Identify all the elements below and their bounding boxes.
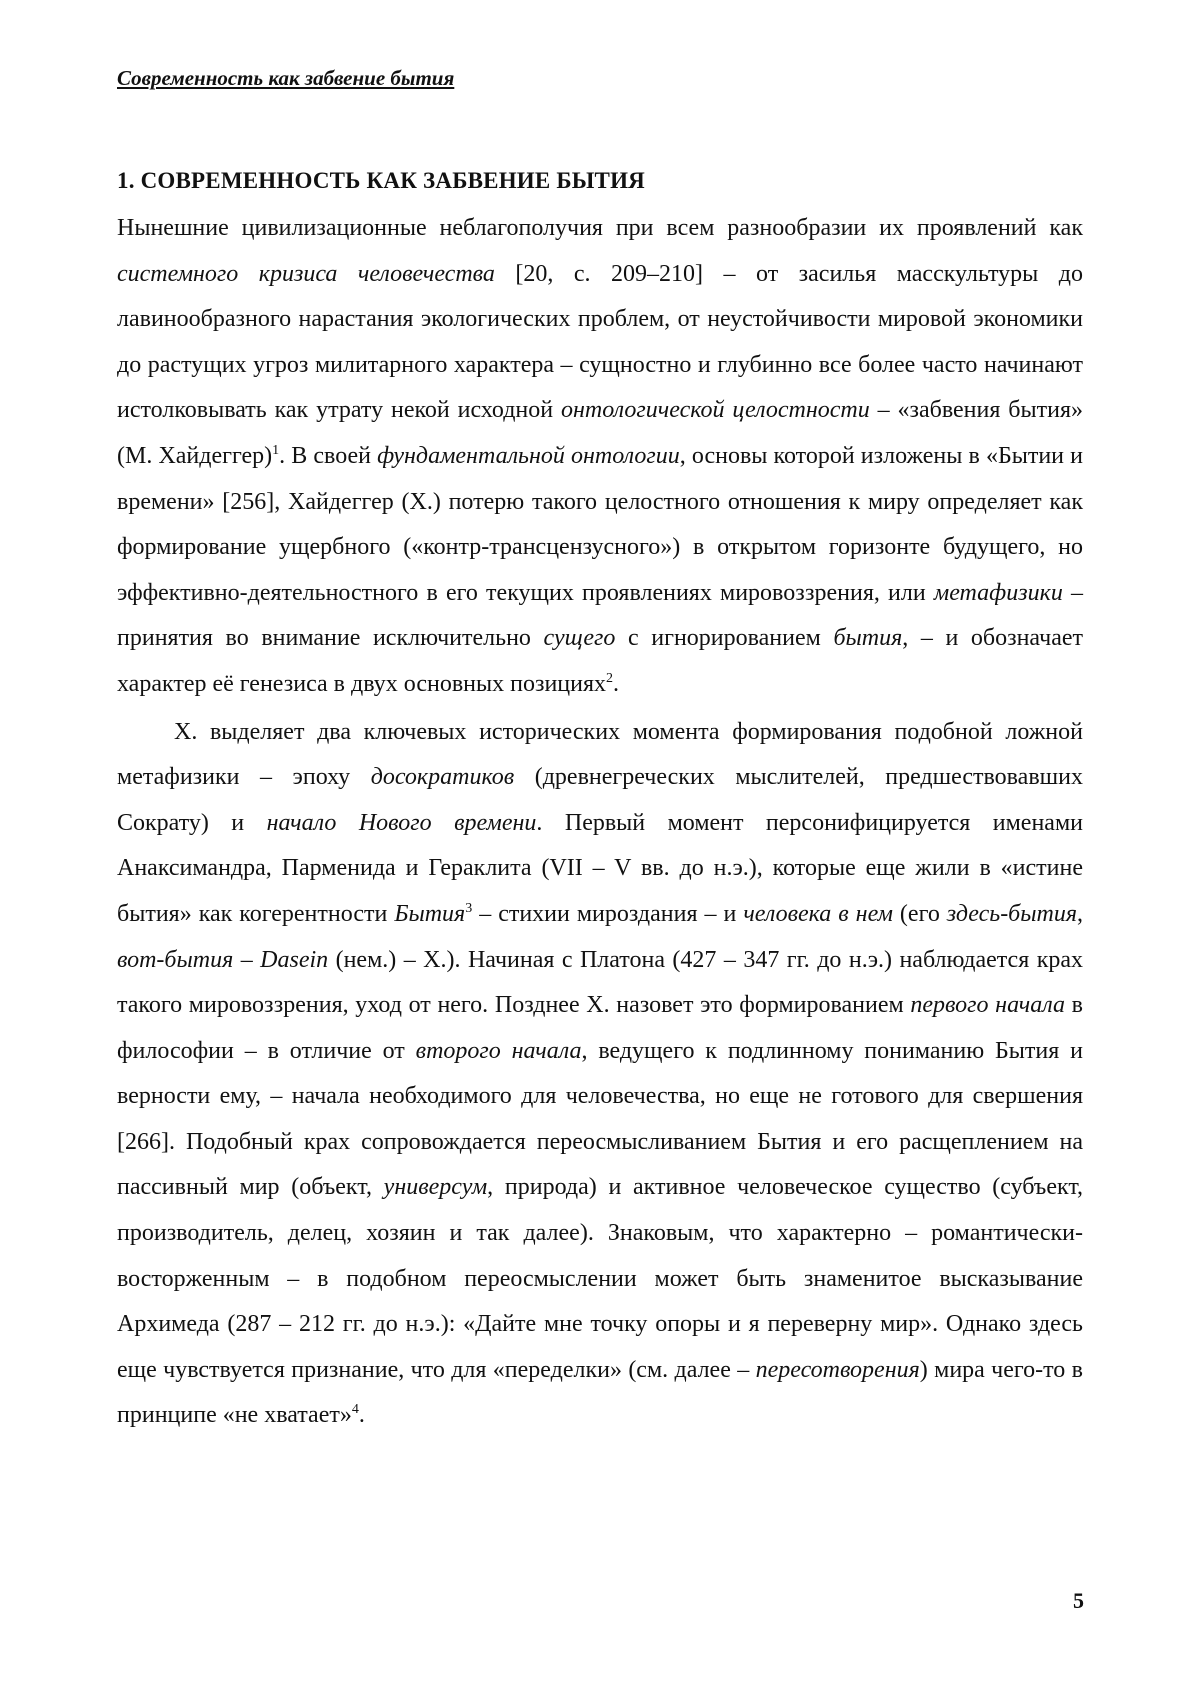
paragraph-text: . Первый момент персонифицируется име­нами Анаксимандра, Парменида и Гераклита (VII – V вв. до н.э.), которые еще жили в «истине бытия» как когерентности <box>117 810 1083 927</box>
emphasis-text: метафизики <box>934 580 1063 606</box>
paragraph-text: – стихии мироздания – и <box>472 901 743 927</box>
paragraph-text: в философии – в отличие от <box>117 992 1083 1064</box>
paragraph-text: Нынешние цивилизационные неблагополучия при всем разнообразии их проявлений как <box>117 215 1083 241</box>
emphasis-text: здесь-бытия <box>947 901 1077 927</box>
paragraph-text: . <box>359 1402 365 1428</box>
body-text <box>117 206 1083 1439</box>
footnote-marker: 4 <box>352 1402 359 1417</box>
paragraph-text: Х. выделяет два ключевых исторических момента формирования подобной лож­ной метафизики – эпоху <box>117 719 1083 791</box>
paragraph-text: ) мира чего-то в прин­ципе «не хватает» <box>117 1357 1083 1429</box>
paragraph-text: , природа) и активное человеческое существо (субъект, производитель, делец, хо­зяин и так далее). Знаковым, что характерно – романтически-восторженным – в по­добном переосмыслении может быть знаменитое высказывание Архимеда (287 – 212 гг. до н.э.): «Дайте мне точку опоры и я переверну мир». Однако здесь еще чувствует­ся признание, что для «переделки» (см. далее – <box>117 1174 1083 1382</box>
paragraph-text: [20, с. 209–210] – от засилья масскультуры до лавинообразного нарастания экологических проблем, от неустойчивости мировой экономики до растущих угроз милитарного характера – сущностно и глубинно все более часто начинают истолковывать как утрату некой исходной <box>117 261 1083 424</box>
footnote-marker: 2 <box>606 671 613 686</box>
chapter-title: 1. СОВРЕМЕННОСТЬ КАК ЗАБВЕНИЕ БЫТИЯ <box>117 168 645 194</box>
emphasis-text: вот-бытия – Dasein <box>117 947 328 973</box>
emphasis-text: системного кризиса человечества <box>117 261 495 287</box>
paragraph-text: (древнегреческих мыслителей, предшество­вавших Сократу) и <box>117 764 1083 836</box>
emphasis-text: человека в нем <box>743 901 893 927</box>
paragraph-text: – при­нятия во внимание исключительно <box>117 580 1083 652</box>
emphasis-text: универ­сум <box>384 1174 488 1200</box>
paragraph <box>117 710 1083 1440</box>
emphasis-text: фундаментальной онтоло­гии <box>377 443 680 469</box>
emphasis-text: онтологической це­лостности <box>561 397 870 423</box>
paragraph-text: (нем.) – Х.). Начиная с Платона (427 – 347 гг. до н.э.) наблюдается крах такого мировоззрения, уход от него. Позднее Х. назовет это формированием <box>117 947 1083 1019</box>
emphasis-text: Бытия <box>394 901 465 927</box>
paragraph-text: , ведуще­го к подлинному пониманию Бытия и верности ему, – начала необходимого для чело­вечества, но еще не готового для свершения [266]. Подобный крах сопровождается переосмысливанием Бытия и его расщеплением на пассивный мир (объект, <box>117 1038 1083 1201</box>
paragraph-text: , – и обозначает характер её генезиса в двух основных позициях <box>117 625 1083 697</box>
paragraph-text: , основы которой изложены в «Бытии и времени» [256], Хайдеггер (Х.) потерю такого целостного отношения к миру определяет как формирование ущербного («контр-трансцензусного») в открытом горизонте будущего, но эффективно-деятельностного в его текущих проявлениях мировоззрения, или <box>117 443 1083 606</box>
running-head: Современность как забвение бытия <box>117 66 454 91</box>
paragraph <box>117 206 1083 708</box>
emphasis-text: сущего <box>544 625 616 651</box>
footnote-marker: 1 <box>272 443 279 458</box>
emphasis-text: пересотворения <box>756 1357 920 1383</box>
paragraph-text: . В своей <box>279 443 377 469</box>
paragraph-text: с игнорированием <box>615 625 833 651</box>
emphasis-text: досократиков <box>371 764 514 790</box>
emphasis-text: бытия <box>833 625 902 651</box>
emphasis-text: начало Нового времени <box>267 810 537 836</box>
emphasis-text: второго начала <box>416 1038 582 1064</box>
paragraph-text: (его <box>893 901 947 927</box>
paragraph-text: , <box>1077 901 1083 927</box>
footnote-marker: 3 <box>465 901 472 916</box>
paragraph-text: . <box>613 671 619 697</box>
emphasis-text: первого начала <box>910 992 1065 1018</box>
page-number: 5 <box>1073 1588 1084 1614</box>
paragraph-text: – «забвения бытия» (М. Хайдеггер) <box>117 397 1083 469</box>
